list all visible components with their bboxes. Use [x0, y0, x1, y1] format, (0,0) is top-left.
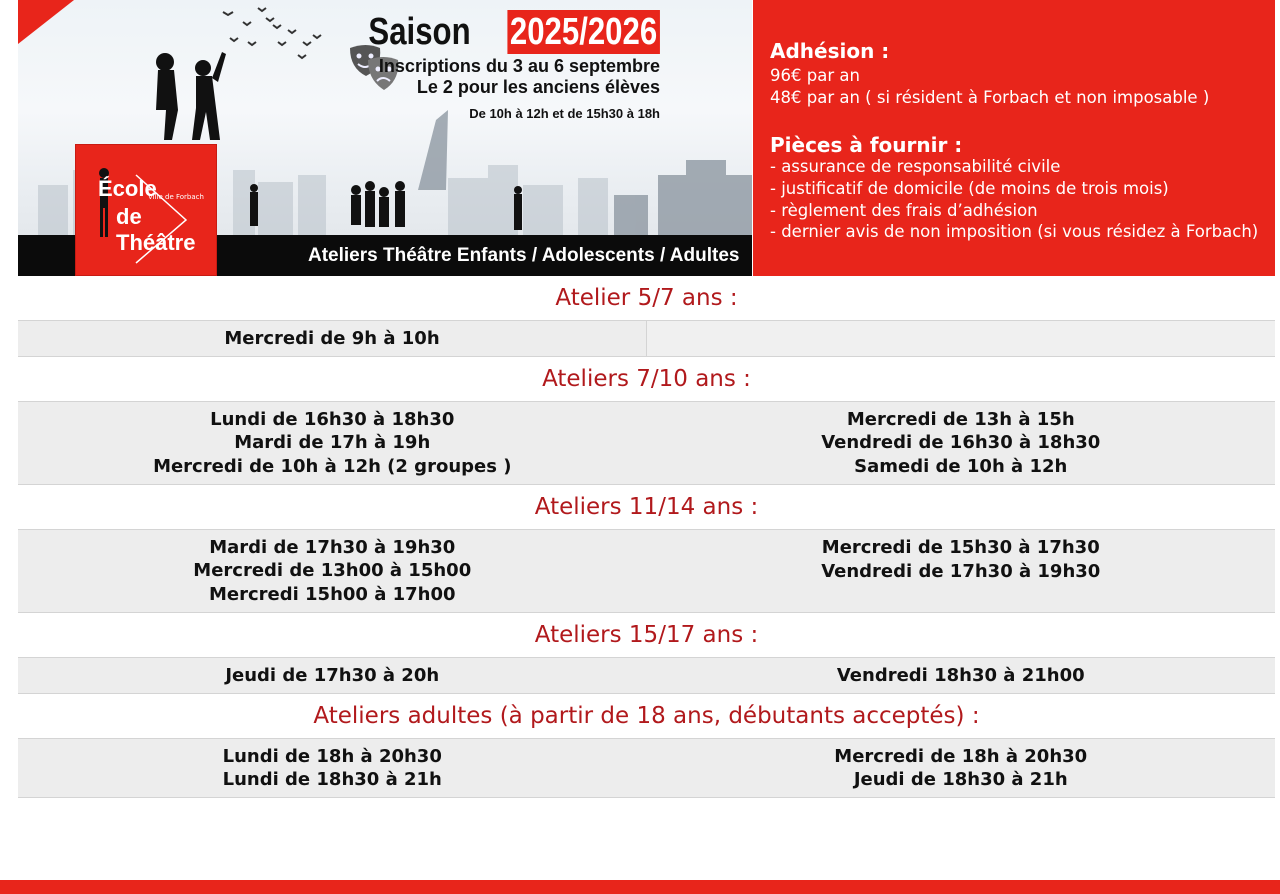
pieces-line: - règlement des frais d’adhésion: [770, 201, 1038, 220]
corner-accent: [18, 0, 74, 44]
logo-line-3: Théâtre: [116, 230, 196, 255]
schedule-right: [647, 739, 1276, 797]
schedule-row-11-14: [18, 529, 1275, 613]
schedule-entry: Lundi de 16h30 à 18h30: [210, 408, 455, 430]
schedule-entry: Mercredi 15h00 à 17h00: [208, 583, 456, 605]
schedule-left: [18, 739, 647, 797]
schedule-entry: Mercredi de 13h à 15h: [846, 408, 1075, 430]
adhesion-title: Adhésion :: [770, 39, 890, 63]
inscriptions-dates: Inscriptions du 3 au 6 septembre: [378, 56, 660, 76]
section-title-adultes: Ateliers adultes (à partir de 18 ans, débutants acceptés) :: [313, 703, 980, 729]
pieces-line: - dernier avis de non imposition (si vous résidez à Forbach): [770, 222, 1259, 241]
section-title-15-17: Ateliers 15/17 ans :: [534, 622, 759, 648]
logo-line-2: de: [116, 204, 142, 229]
membership-info-box: [753, 0, 1275, 276]
schedule-right: [647, 402, 1276, 484]
schedule-entry: Mardi de 17h à 19h: [234, 432, 431, 454]
schedule-left: [18, 402, 647, 484]
ecole-de-theatre-logo: [76, 145, 216, 275]
section-title-7-10: Ateliers 7/10 ans :: [542, 366, 751, 392]
schedule-left: [18, 658, 647, 693]
pieces-title: Pièces à fournir :: [770, 133, 963, 157]
schedule-row-7-10: [18, 401, 1275, 485]
logo-small-text: Ville de Forbach: [148, 193, 204, 201]
former-students-date: Le 2 pour les anciens élèves: [416, 77, 660, 97]
schedule-entry: Mercredi de 13h00 à 15h00: [193, 560, 472, 582]
schedule-entry: Mercredi de 10h à 12h (2 groupes ): [153, 455, 512, 477]
schedule-entry: Vendredi de 17h30 à 19h30: [821, 560, 1101, 582]
schedule-entry: Lundi de 18h30 à 21h: [222, 769, 442, 790]
pieces-line: - justificatif de domicile (de moins de trois mois): [770, 179, 1169, 198]
schedule-entry: Vendredi de 16h30 à 18h30: [821, 432, 1101, 454]
footer-accent-bar: [0, 880, 1280, 894]
schedule-entry: Jeudi de 18h30 à 21h: [853, 769, 1068, 790]
season-word: Saison: [368, 10, 471, 53]
schedule-entry: Samedi de 10h à 12h: [854, 455, 1068, 477]
section-title-5-7: Atelier 5/7 ans :: [555, 285, 738, 311]
season-years: 2025/2026: [508, 10, 660, 54]
schedule-entry: Mercredi de 9h à 10h: [224, 327, 440, 349]
inscription-hours: De 10h à 12h et de 15h30 à 18h: [469, 106, 660, 121]
pieces-line: - assurance de responsabilité civile: [770, 157, 1061, 176]
adhesion-line: 96€ par an: [770, 66, 860, 85]
schedule-entry: Jeudi de 17h30 à 20h: [225, 664, 440, 686]
adhesion-line: 48€ par an ( si résident à Forbach et non imposable ): [770, 88, 1210, 107]
schedule-row-adultes: [18, 738, 1275, 798]
logo-line-1: École: [98, 176, 157, 201]
season-block: [370, 10, 660, 121]
schedule-entry: Vendredi 18h30 à 21h00: [836, 664, 1085, 686]
schedule-entry: Lundi de 18h à 20h30: [222, 745, 442, 767]
schedule-right-empty: [647, 321, 1275, 356]
section-title-11-14: Ateliers 11/14 ans :: [534, 494, 759, 520]
schedule-left: [18, 321, 647, 356]
schedule-entry: Mardi de 17h30 à 19h30: [209, 536, 456, 558]
schedule-right: [647, 530, 1276, 612]
banner-subtitle: Ateliers Théâtre Enfants / Adolescents / Adultes: [308, 245, 740, 266]
schedule-left: [18, 530, 647, 612]
schedule-row-15-17: [18, 657, 1275, 694]
schedule-row-5-7: [18, 320, 1275, 357]
schedule-entry: Mercredi de 18h à 20h30: [834, 745, 1088, 767]
schedule-entry: Mercredi de 15h30 à 17h30: [821, 537, 1100, 558]
schedule-right: [647, 658, 1276, 693]
